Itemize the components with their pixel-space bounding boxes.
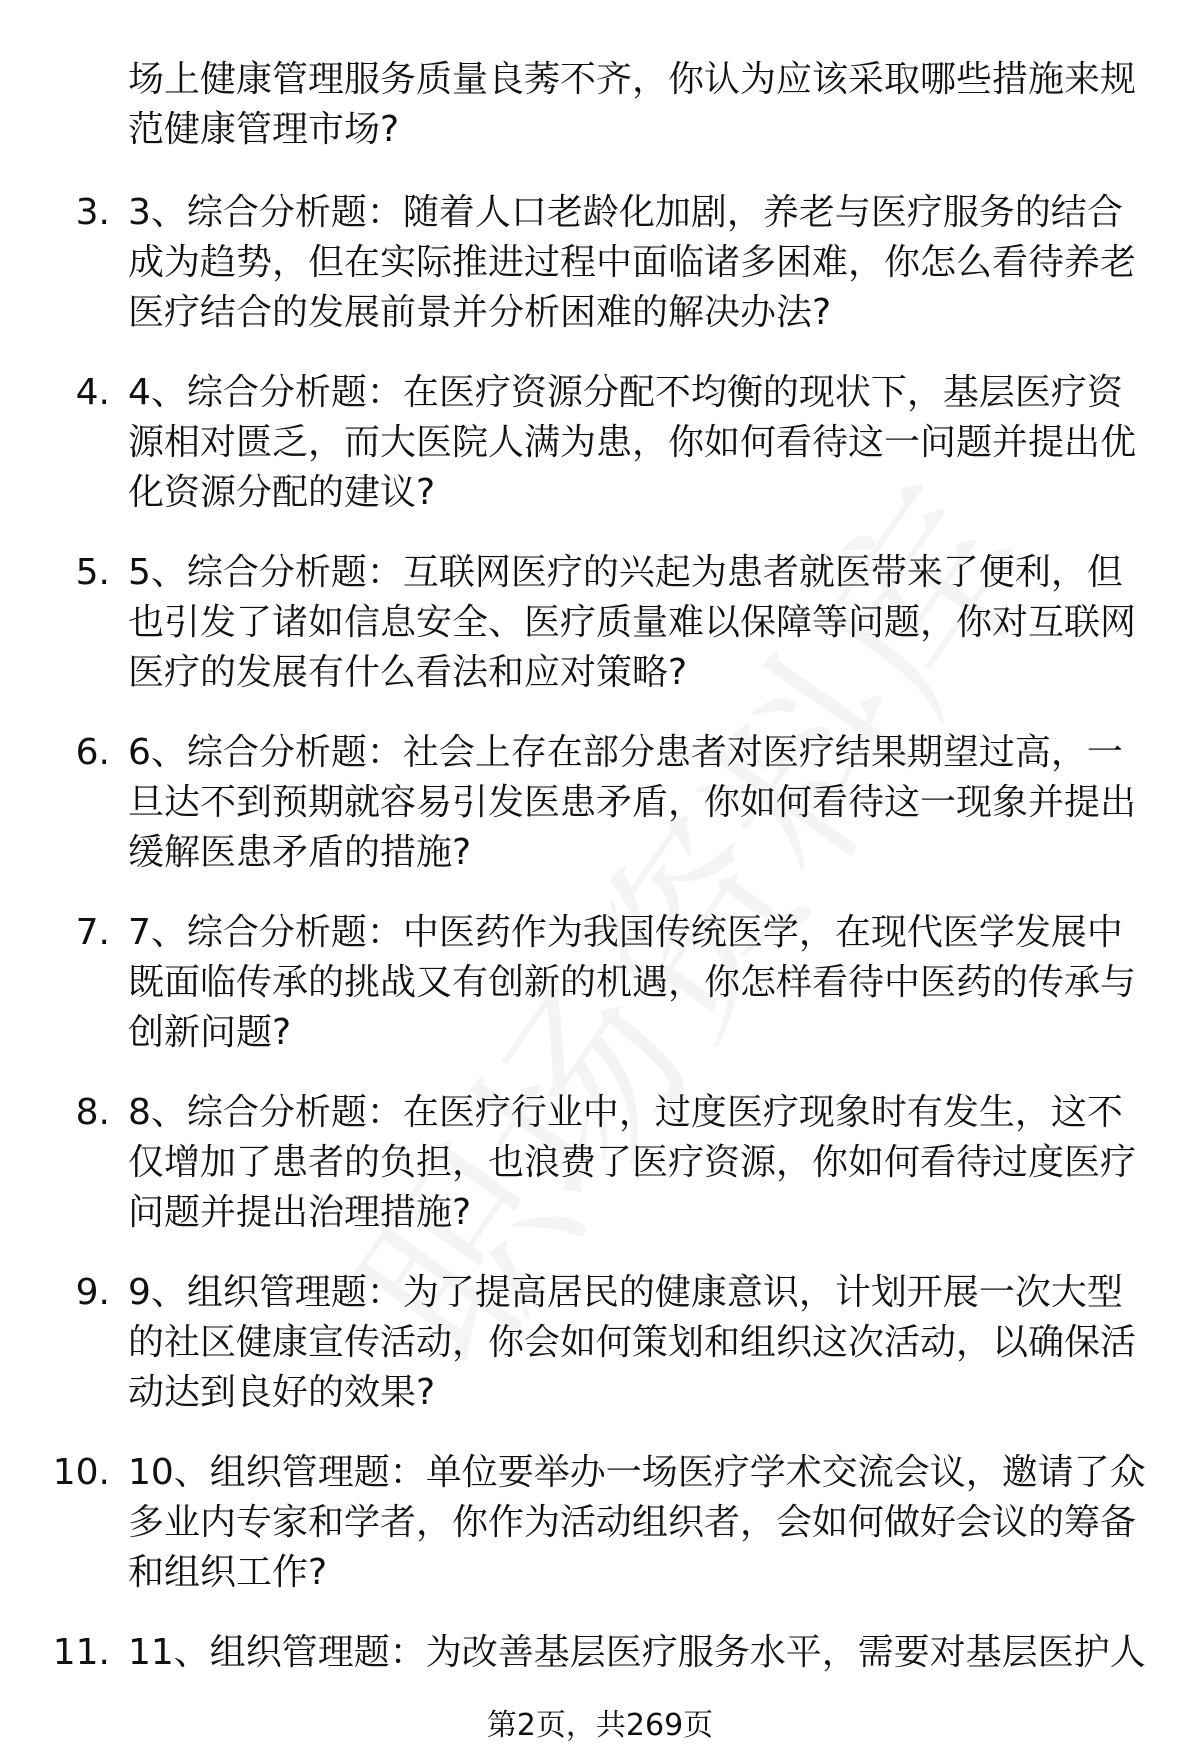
list-item bbox=[0, 1448, 1200, 1598]
list-item-text: 4、综合分析题：在医疗资源分配不均衡的现状下，基层医疗资源相对匮乏，而大医院人满为患，你如何看待这一问题并提出优化资源分配的建议? bbox=[128, 372, 1137, 513]
list-item-text: 5、综合分析题：互联网医疗的兴起为患者就医带来了便利，但也引发了诸如信息安全、医疗质量难以保障等问题，你对互联网医疗的发展有什么看法和应对策略? bbox=[128, 552, 1137, 693]
question-list bbox=[0, 188, 1200, 1708]
list-item-number: 9. bbox=[75, 1272, 110, 1313]
list-item bbox=[0, 368, 1200, 518]
list-item-number: 5. bbox=[75, 552, 110, 593]
list-item-number: 11. bbox=[52, 1632, 110, 1673]
list-item-number: 3. bbox=[75, 192, 110, 233]
page-footer: 第2页，共269页 bbox=[486, 1708, 714, 1743]
continuation-text: 场上健康管理服务质量良莠不齐，你认为应该采取哪些措施来规范健康管理市场? bbox=[128, 59, 1137, 150]
list-item bbox=[0, 188, 1200, 338]
list-item-number: 10. bbox=[52, 1452, 110, 1493]
list-item bbox=[0, 728, 1200, 878]
list-item-text: 6、综合分析题：社会上存在部分患者对医疗结果期望过高，一旦达不到预期就容易引发医患矛盾，你如何看待这一现象并提出缓解医患矛盾的措施? bbox=[128, 732, 1137, 873]
list-item-text: 8、综合分析题：在医疗行业中，过度医疗现象时有发生，这不仅增加了患者的负担，也浪费了医疗资源，你如何看待过度医疗问题并提出治理措施? bbox=[128, 1092, 1137, 1233]
list-item bbox=[0, 1628, 1200, 1678]
list-item bbox=[0, 548, 1200, 698]
list-item-text: 11、组织管理题：为改善基层医疗服务水平，需要对基层医护人 bbox=[128, 1632, 1146, 1673]
list-item-number: 8. bbox=[75, 1092, 110, 1133]
list-item-number: 6. bbox=[75, 732, 110, 773]
list-item-text: 7、综合分析题：中医药作为我国传统医学，在现代医学发展中既面临传承的挑战又有创新的机遇，你怎样看待中医药的传承与创新问题? bbox=[128, 912, 1137, 1053]
list-item-text: 3、综合分析题：随着人口老龄化加剧，养老与医疗服务的结合成为趋势，但在实际推进过程中面临诸多困难，你怎么看待养老医疗结合的发展前景并分析困难的解决办法? bbox=[128, 192, 1137, 333]
list-item-text: 10、组织管理题：单位要举办一场医疗学术交流会议，邀请了众多业内专家和学者，你作为活动组织者，会如何做好会议的筹备和组织工作? bbox=[128, 1452, 1146, 1593]
list-item-number: 4. bbox=[75, 372, 110, 413]
list-item-number: 7. bbox=[75, 912, 110, 953]
list-item-text: 9、组织管理题：为了提高居民的健康意识，计划开展一次大型的社区健康宣传活动，你会如何策划和组织这次活动，以确保活动达到良好的效果? bbox=[128, 1272, 1137, 1413]
list-item bbox=[0, 908, 1200, 1058]
list-item bbox=[0, 1268, 1200, 1418]
list-item bbox=[0, 1088, 1200, 1238]
